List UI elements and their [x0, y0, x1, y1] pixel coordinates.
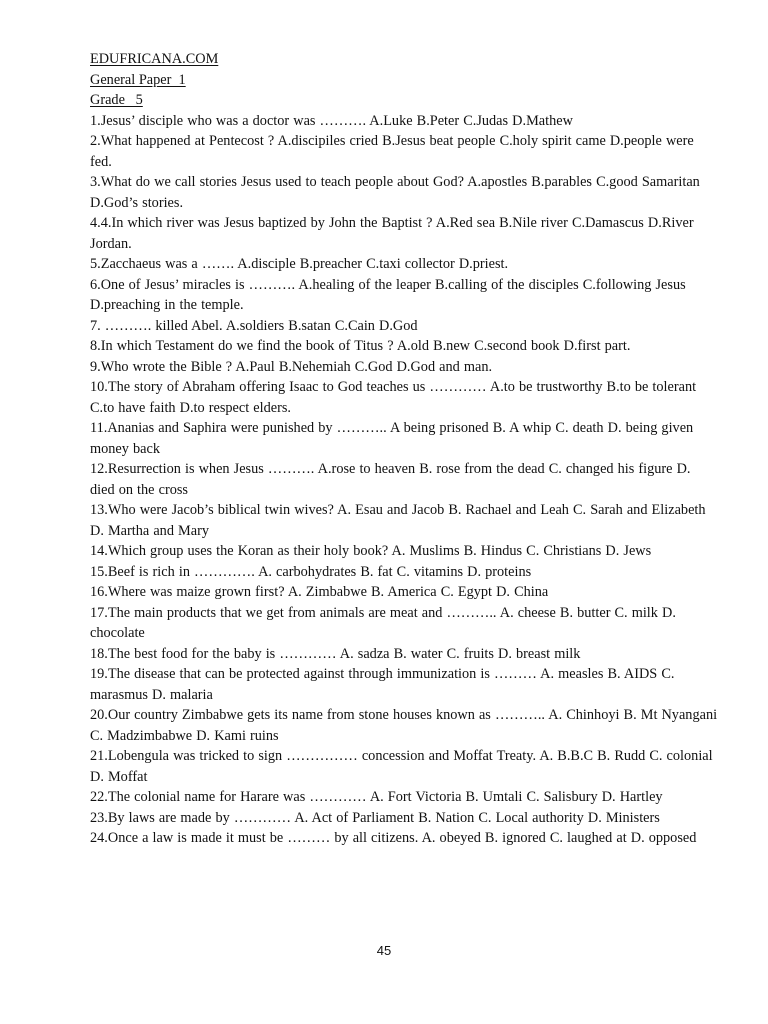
- question-23: 23.By laws are made by ………… A. Act of Parliament B. Nation C. Local authority D. Ministers: [90, 809, 660, 826]
- grade-header: Grade 5: [90, 92, 143, 108]
- site-header: EDUFRICANA.COM: [90, 51, 219, 67]
- question-19: 19.The disease that can be protected against through immunization is ……… A. measles B. AIDS C. marasmus D. malaria: [90, 666, 675, 703]
- question-21: 21.Lobengula was tricked to sign …………… concession and Moffat Treaty. A. B.B.C B. Rudd C. colonial D. Moffat: [90, 748, 713, 785]
- question-16: 16.Where was maize grown first? A. Zimbabwe B. America C. Egypt D. China: [90, 584, 549, 600]
- question-4: 4.4.In which river was Jesus baptized by John the Baptist ? A.Red sea B.Nile river C.Damascus D.River Jordan.: [90, 215, 694, 252]
- subject-header: General Paper 1: [90, 71, 186, 88]
- page-number: 45: [376, 943, 392, 958]
- question-5: 5.Zacchaeus was a ……. A.disciple B.preacher C.taxi collector D.priest.: [90, 256, 509, 272]
- question-9: 9.Who wrote the Bible ? A.Paul B.Nehemiah C.God D.God and man.: [90, 358, 493, 375]
- question-15: 15.Beef is rich in …………. A. carbohydrates B. fat C. vitamins D. proteins: [90, 563, 532, 580]
- question-14: 14.Which group uses the Koran as their holy book? A. Muslims B. Hindus C. Christians D. Jews: [90, 543, 652, 559]
- question-12: 12.Resurrection is when Jesus ………. A.rose to heaven B. rose from the dead C. changed his figure D. died on the cross: [90, 461, 691, 498]
- question-17: 17.The main products that we get from animals are meat and ……….. A. cheese B. butter C. milk D. chocolate: [90, 604, 676, 641]
- question-13: 13.Who were Jacob’s biblical twin wives? A. Esau and Jacob B. Rachael and Leah C. Sarah and Elizabeth D. Martha and Mary: [90, 502, 706, 539]
- question-20: 20.Our country Zimbabwe gets its name from stone houses known as ……….. A. Chinhoyi B. Mt Nyangani C. Madzimbabwe D. Kami ruins: [90, 707, 718, 744]
- question-8: 8.In which Testament do we find the book of Titus ? A.old B.new C.second book D.first part.: [90, 338, 631, 354]
- question-24: 24.Once a law is made it must be ……… by all citizens. A. obeyed B. ignored C. laughed at D. opposed: [90, 830, 697, 846]
- question-2: 2.What happened at Pentecost ? A.discipiles cried B.Jesus beat people C.holy spirit came D.people were fed.: [90, 133, 694, 170]
- question-11: 11.Ananias and Saphira were punished by ……….. A being prisoned B. A whip C. death D. being given money back: [90, 420, 694, 457]
- question-7: 7. ………. killed Abel. A.soldiers B.satan C.Cain D.God: [90, 317, 418, 334]
- question-22: 22.The colonial name for Harare was ………… A. Fort Victoria B. Umtali C. Salisbury D. Hartley: [90, 789, 663, 805]
- question-6: 6.One of Jesus’ miracles is ………. A.healing of the leaper B.calling of the disciples C.following Jesus D.preaching in the temple.: [90, 276, 686, 313]
- question-3: 3.What do we call stories Jesus used to teach people about God? A.apostles B.parables C.good Samaritan D.God’s stories.: [90, 174, 700, 211]
- document-content: [90, 49, 718, 849]
- question-10: 10.The story of Abraham offering Isaac to God teaches us ………… A.to be trustworthy B.to be tolerant C.to have faith D.to respect elders.: [90, 379, 697, 416]
- question-18: 18.The best food for the baby is ………… A. sadza B. water C. fruits D. breast milk: [90, 645, 581, 662]
- question-1: 1.Jesus’ disciple who was a doctor was ………. A.Luke B.Peter C.Judas D.Mathew: [90, 112, 573, 129]
